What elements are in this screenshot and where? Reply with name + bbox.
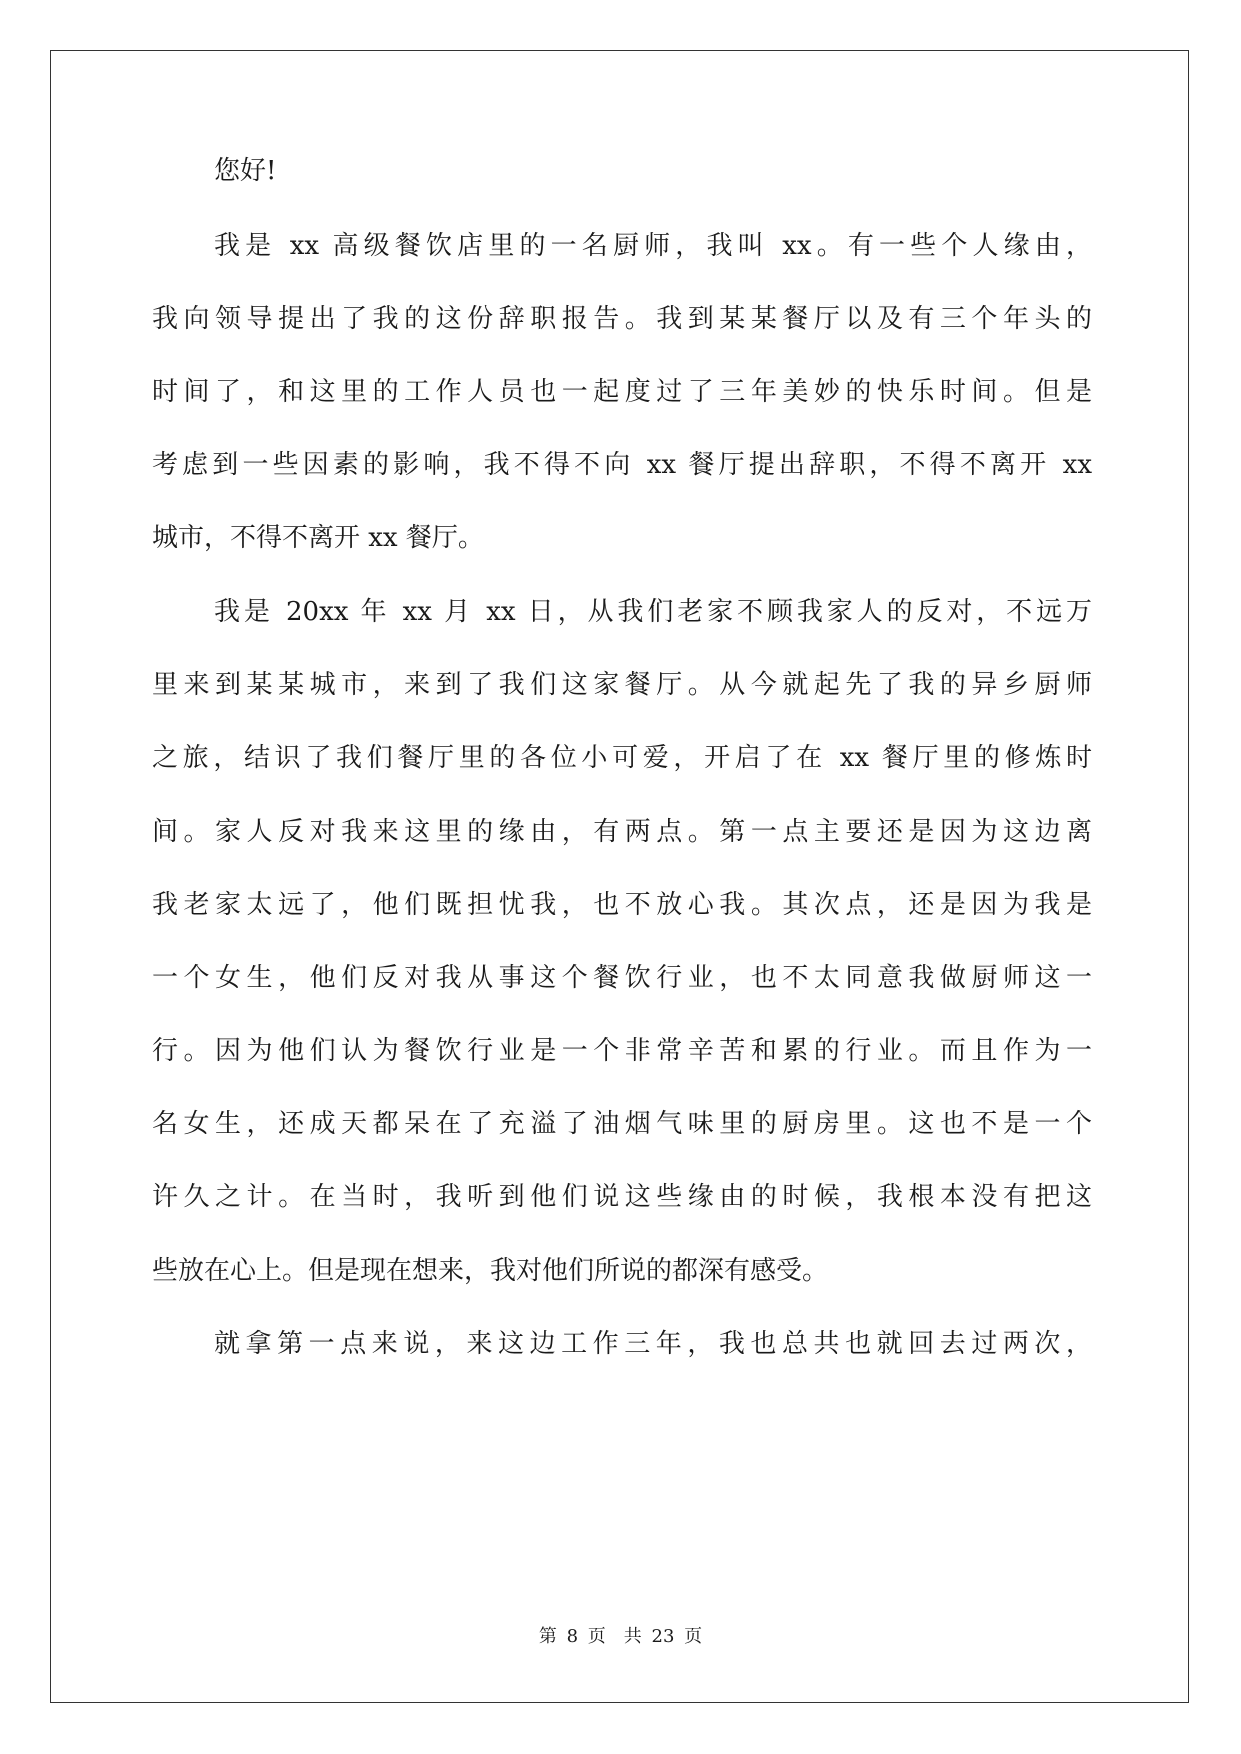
body-line: 考虑到一些因素的影响，我不得不向 xx 餐厅提出辞职，不得不离开 xx xyxy=(152,450,1092,480)
body-line: 里来到某某城市，来到了我们这家餐厅。从今就起先了我的异乡厨师 xyxy=(152,670,1092,700)
body-line: 我是 xx 高级餐饮店里的一名厨师，我叫 xx。有一些个人缘由， xyxy=(214,231,1092,261)
body-line: 城市，不得不离开 xx 餐厅。 xyxy=(152,523,484,553)
body-line: 一个女生，他们反对我从事这个餐饮行业，也不太同意我做厨师这一 xyxy=(152,963,1092,993)
page-border xyxy=(50,50,1189,1703)
body-line: 行。因为他们认为餐饮行业是一个非常辛苦和累的行业。而且作为一 xyxy=(152,1036,1092,1066)
greeting-line: 您好! xyxy=(214,156,277,186)
body-line: 我老家太远了，他们既担忧我，也不放心我。其次点，还是因为我是 xyxy=(152,890,1092,920)
body-line: 些放在心上。但是现在想来，我对他们所说的都深有感受。 xyxy=(152,1256,829,1286)
body-line: 我是 20xx 年 xx 月 xx 日，从我们老家不顾我家人的反对，不远万 xyxy=(214,597,1092,627)
body-line: 名女生，还成天都呆在了充溢了油烟气味里的厨房里。这也不是一个 xyxy=(152,1109,1092,1139)
body-line: 之旅，结识了我们餐厅里的各位小可爱，开启了在 xx 餐厅里的修炼时 xyxy=(152,743,1092,773)
page-number: 第 8 页 共 23 页 xyxy=(538,1626,703,1647)
body-line: 许久之计。在当时，我听到他们说这些缘由的时候，我根本没有把这 xyxy=(152,1182,1092,1212)
body-line: 间。家人反对我来这里的缘由，有两点。第一点主要还是因为这边离 xyxy=(152,817,1092,847)
body-line: 时间了，和这里的工作人员也一起度过了三年美妙的快乐时间。但是 xyxy=(152,377,1092,407)
body-line: 就拿第一点来说，来这边工作三年，我也总共也就回去过两次， xyxy=(214,1329,1092,1359)
body-line: 我向领导提出了我的这份辞职报告。我到某某餐厅以及有三个年头的 xyxy=(152,304,1092,334)
